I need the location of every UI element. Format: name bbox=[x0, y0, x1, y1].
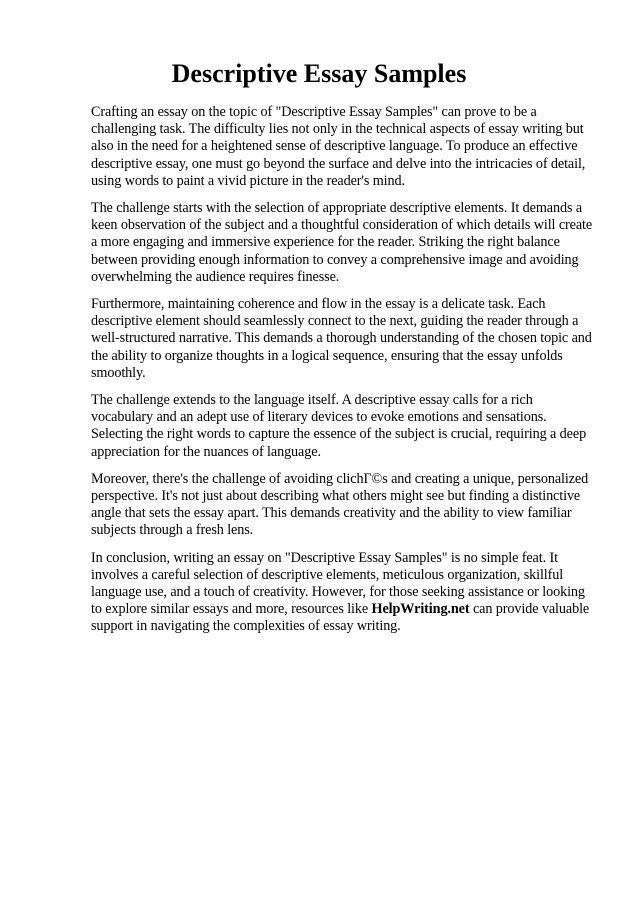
document-body bbox=[91, 104, 593, 646]
paragraph-cliches: Moreover, there's the challenge of avoiding clichГ©s and creating a unique, personalized perspective. It's not just about describing what others might see but finding a distinctive angle that sets the essay apart. This demands creativity and the ability to view familiar subjects through a fresh lens. bbox=[91, 470, 589, 539]
paragraph-intro: Crafting an essay on the topic of "Descriptive Essay Samples" can prove to be a challenging task. The difficulty lies not only in the technical aspects of essay writing but also in the need for a heightened sense of descriptive language. To produce an effective descriptive essay, one must go beyond the surface and delve into the intricacies of detail, using words to paint a vivid picture in the reader's mind. bbox=[91, 104, 586, 189]
conclusion-text-after: can provide valuable support in navigating the complexities of essay writing. bbox=[91, 601, 590, 635]
paragraph-selection: The challenge starts with the selection of appropriate descriptive elements. It demands a keen observation of the subject and a thoughtful consideration of which details will create a more engaging and immersive experience for the reader. Striking the right balance between providing enough information to convey a comprehensive image and avoiding overwhelming the audience requires finesse. bbox=[91, 200, 593, 285]
paragraph-coherence: Furthermore, maintaining coherence and flow in the essay is a delicate task. Each descriptive element should seamlessly connect to the next, guiding the reader through a well-structured narrative. This demands a thorough understanding of the chosen topic and the ability to organize thoughts in a logical sequence, ensuring that the essay unfolds smoothly. bbox=[91, 296, 592, 381]
document-title: Descriptive Essay Samples bbox=[171, 59, 467, 88]
conclusion-text-before: In conclusion, writing an essay on "Descriptive Essay Samples" is no simple feat. It involves a careful selection of descriptive elements, meticulous organization, skillful language use, and a touch of creativity. However, for those seeking assistance or looking to explore similar essays and more, resources like bbox=[91, 549, 585, 618]
paragraph-conclusion bbox=[91, 550, 593, 636]
paragraph-language: The challenge extends to the language itself. A descriptive essay calls for a rich vocabulary and an adept use of literary devices to evoke emotions and sensations. Selecting the right words to capture the essence of the subject is crucial, requiring a deep appreciation for the nuances of language. bbox=[91, 392, 587, 460]
helpwriting-link[interactable]: HelpWriting.net bbox=[371, 601, 470, 618]
